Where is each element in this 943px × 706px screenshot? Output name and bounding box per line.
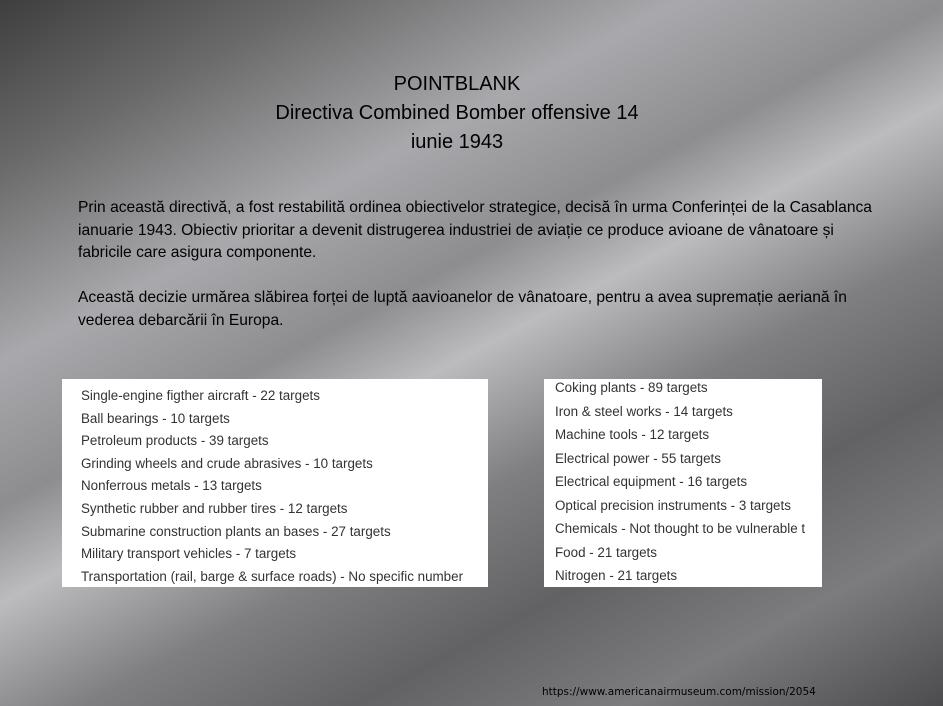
- target-item: Electrical power - 55 targets: [555, 450, 721, 466]
- body-text: [78, 197, 878, 355]
- target-item: Petroleum products - 39 targets: [81, 433, 269, 449]
- target-item: Food - 21 targets: [555, 544, 657, 560]
- title-line-2: Directiva Combined Bomber offensive 14: [275, 102, 639, 124]
- target-item: Military transport vehicles - 7 targets: [81, 546, 297, 562]
- target-list-left: [62, 379, 488, 587]
- target-item: Single-engine figther aircraft - 22 targets: [81, 388, 320, 403]
- target-item: Coking plants - 89 targets: [555, 380, 708, 395]
- target-item: Nonferrous metals - 13 targets: [81, 478, 262, 494]
- target-item: Ball bearings - 10 targets: [81, 410, 230, 426]
- target-list-right: [544, 379, 822, 587]
- title-line-3: iunie 1943: [410, 131, 504, 153]
- target-item: Nitrogen - 21 targets: [555, 568, 678, 583]
- target-item: Chemicals - Not thought to be vulnerable t: [555, 521, 806, 536]
- target-item: Optical precision instruments - 3 targets: [555, 497, 791, 513]
- slide-title: [0, 70, 914, 157]
- target-item: Iron & steel works - 14 targets: [555, 403, 733, 419]
- target-item: Transportation (rail, barge & surface roads) - No specific number: [81, 568, 464, 584]
- source-link[interactable]: https://www.americanairmuseum.com/mission/2054: [542, 686, 816, 698]
- target-item: Synthetic rubber and rubber tires - 12 targets: [81, 500, 348, 516]
- target-item: Electrical equipment - 16 targets: [555, 474, 748, 489]
- target-item: Submarine construction plants an bases - 27 targets: [81, 523, 391, 539]
- body-paragraph-2: Această decizie urmărea slăbirea forței de luptă aavioanelor de vânatoare, pentru a avea supremație aeriană în vederea debarcării în Europa.: [78, 289, 847, 329]
- title-line-1: POINTBLANK: [393, 73, 521, 95]
- target-item: Machine tools - 12 targets: [555, 427, 710, 442]
- body-paragraph-1: Prin această directivă, a fost restabilită ordinea obiectivelor strategice, decisă în urma Conferinței de la Casablanca ianuarie 1943. Obiectiv prioritar a devenit distrugerea industriei de aviație ce produce avioane de vânatoare și fabricile care asigura componente.: [78, 199, 872, 261]
- target-item: Grinding wheels and crude abrasives - 10 targets: [81, 455, 373, 471]
